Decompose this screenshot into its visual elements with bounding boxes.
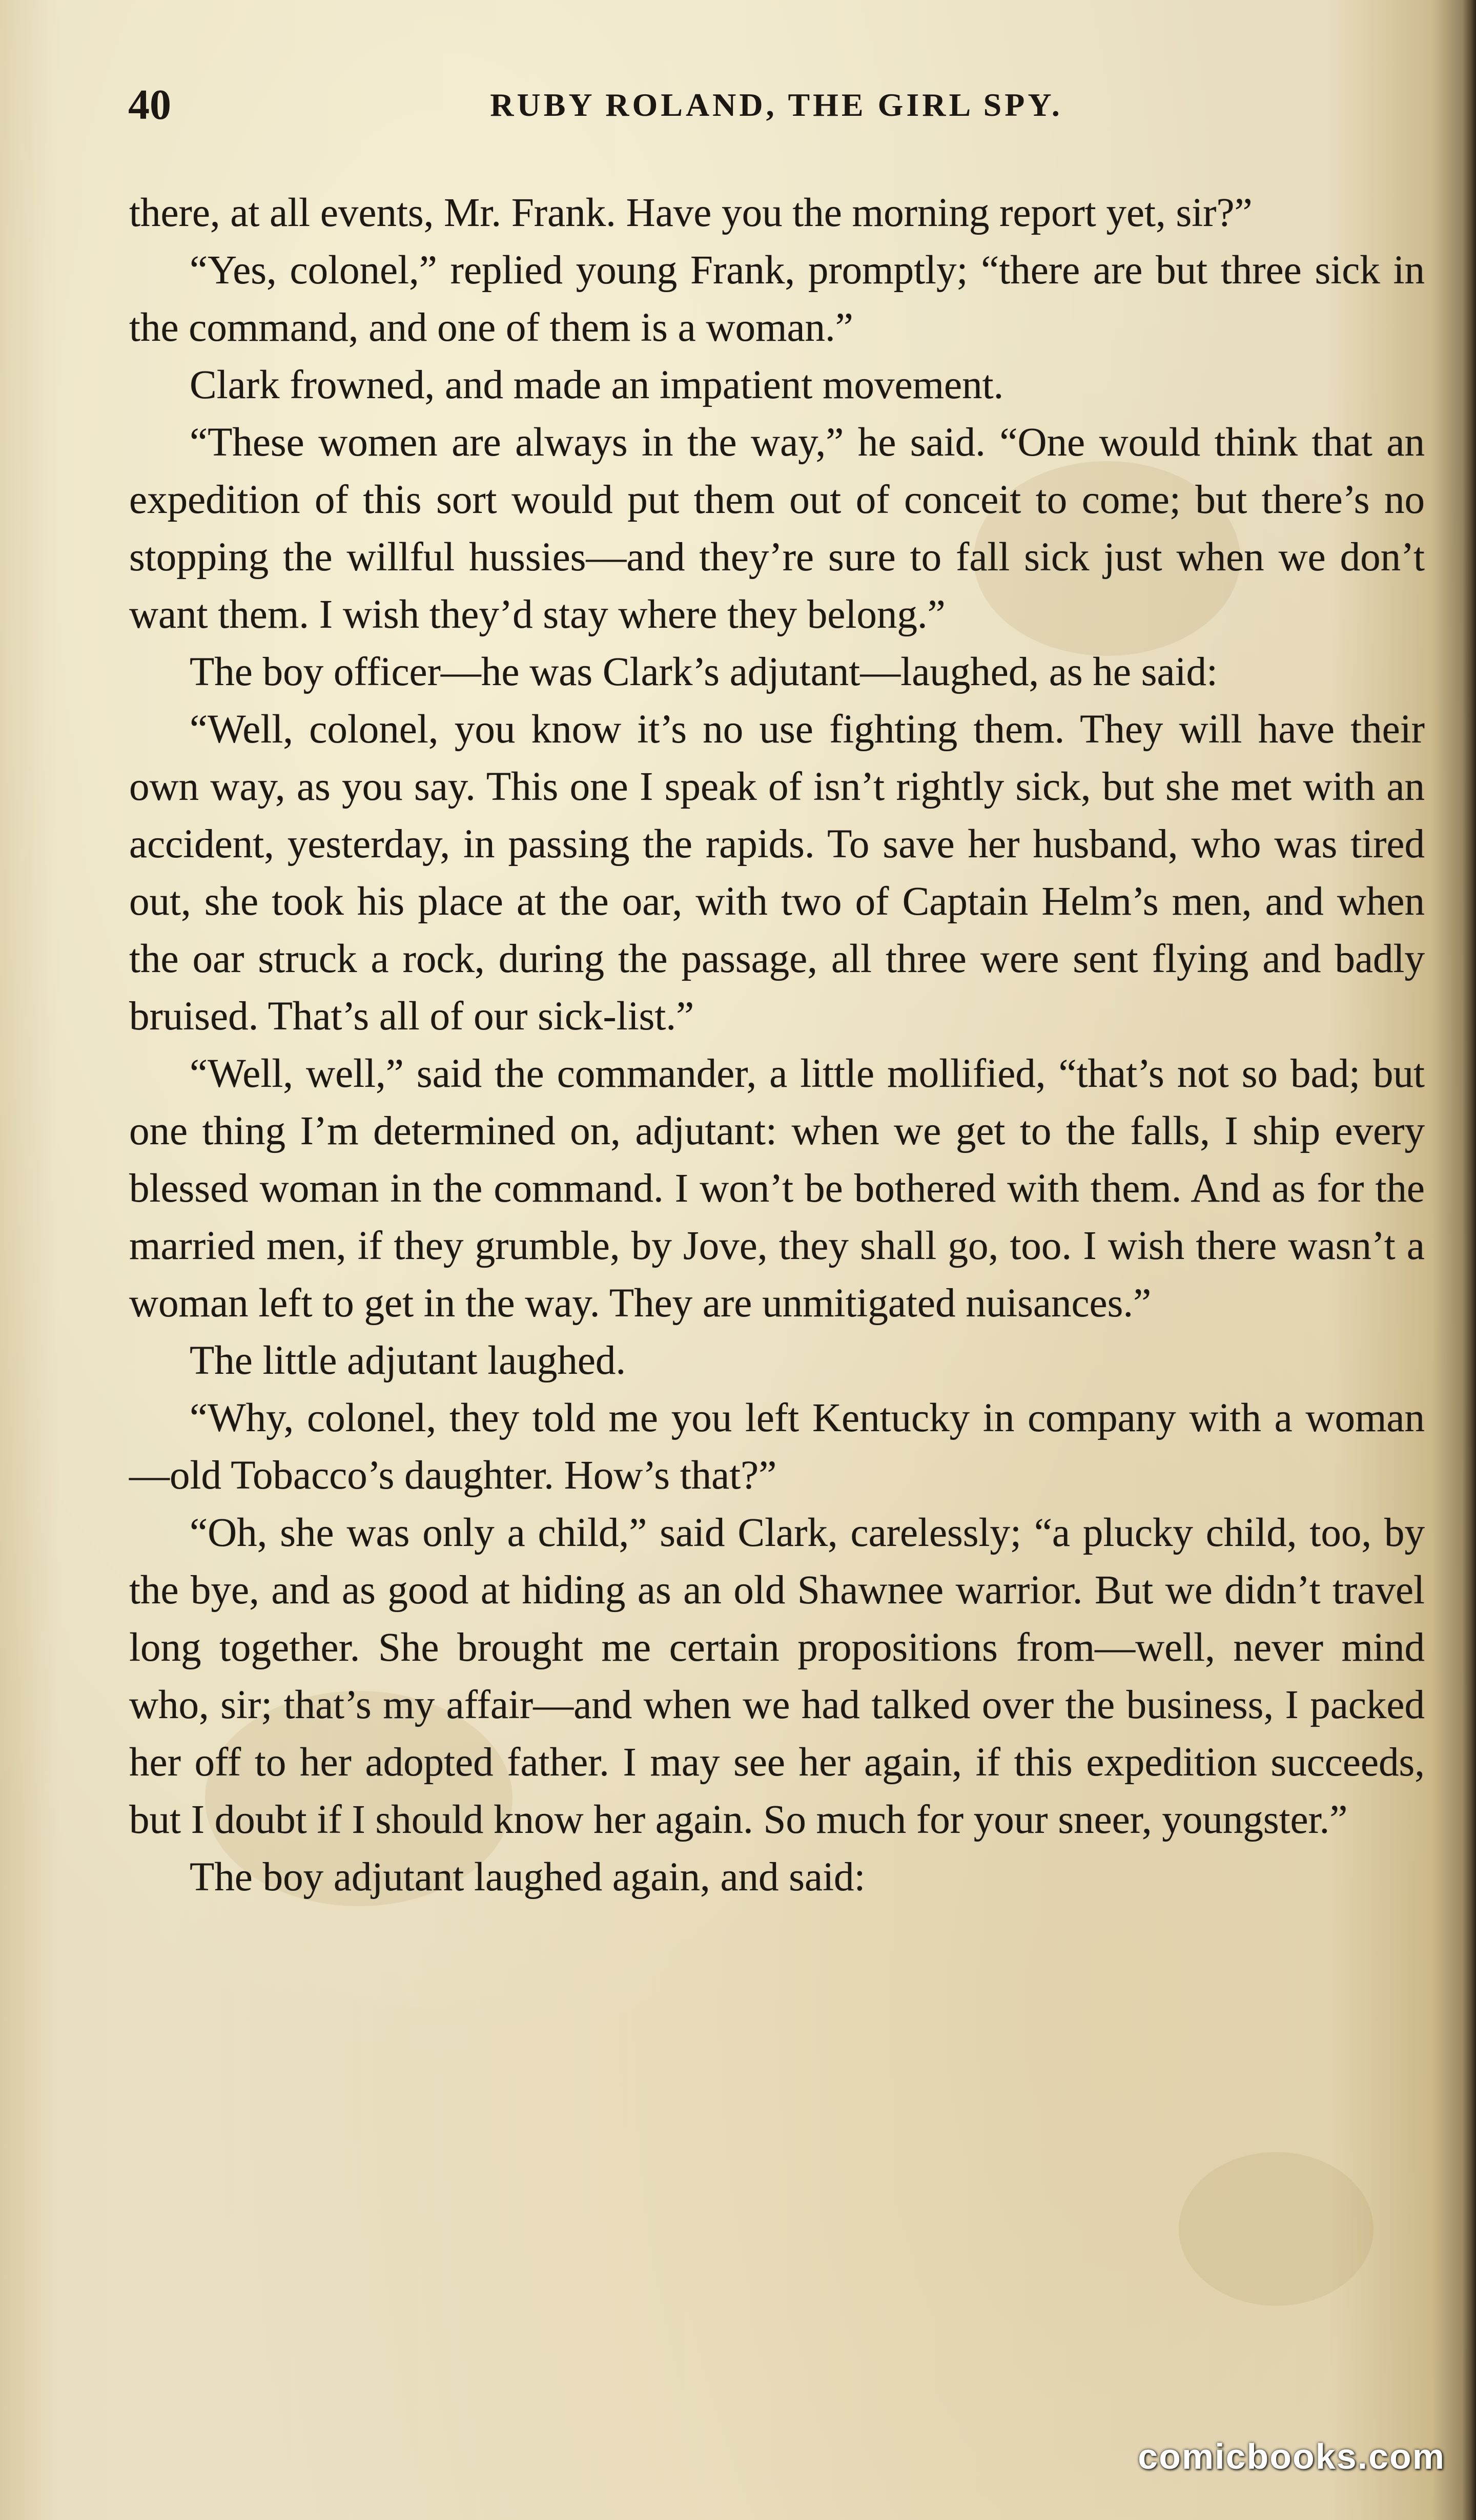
paragraph: “Well, colonel, you know it’s no use fighting them. They will have their own way, as you say. This one I speak of isn’t rightly sick, but she met with an accident, yesterday, in passing the rapids. To save her husband, who was tired out, she took his place at the oar, with two of Captain Helm’s men, and when the oar struck a rock, during the passage, all three were sent flying and badly bruised. That’s all of our sick-list.” [129, 707, 1425, 1039]
paragraph: The little adjutant laughed. [190, 1338, 626, 1383]
paragraph: “Why, colonel, they told me you left Kentucky in company with a woman—old Tobacco’s daughter. How’s that?” [129, 1396, 1425, 1498]
page-stain [1179, 2152, 1373, 2306]
paragraph: The boy adjutant laughed again, and said: [190, 1855, 866, 1899]
paragraph: Clark frowned, and made an impatient movement. [190, 363, 1004, 407]
page-number: 40 [128, 81, 171, 129]
body-text [129, 184, 1425, 1906]
paragraph: “These women are always in the way,” he said. “One would think that an expedition of this sort would put them out of conceit to come; but there’s no stopping the willful hussies—and they’re sure to fall sick just when we don’t want them. I wish they’d stay where they belong.” [129, 420, 1425, 637]
page-header [128, 77, 1425, 133]
paragraph: The boy officer—he was Clark’s adjutant—laughed, as he said: [190, 650, 1218, 694]
paragraph: “Well, well,” said the commander, a little mollified, “that’s not so bad; but one thing I’m determined on, adjutant: when we get to the falls, I ship every blessed woman in the command. I won’t be bothered with them. And as for the married men, if they grumble, by Jove, they shall go, too. I wish there wasn’t a woman left to get in the way. They are unmitigated nuisances.” [129, 1051, 1425, 1326]
page-edge-shadow [1463, 0, 1476, 2520]
paragraph: “Yes, colonel,” replied young Frank, promptly; “there are but three sick in the command, and one of them is a woman.” [129, 248, 1425, 350]
paragraph: “Oh, she was only a child,” said Clark, carelessly; “a plucky child, too, by the bye, and as good at hiding as an old Shawnee warrior. But we didn’t travel long together. She brought me certain propositions from—well, never mind who, sir; that’s my affair—and when we had talked over the business, I packed her off to her adopted father. I may see her again, if this expedition succeeds, but I doubt if I should know her again. So much for your sneer, youngster.” [129, 1511, 1425, 1842]
site-watermark: comicbooks.com [1138, 2436, 1445, 2476]
paragraph: there, at all events, Mr. Frank. Have you the morning report yet, sir?” [129, 191, 1253, 235]
running-title: RUBY ROLAND, THE GIRL SPY. [490, 87, 1063, 123]
